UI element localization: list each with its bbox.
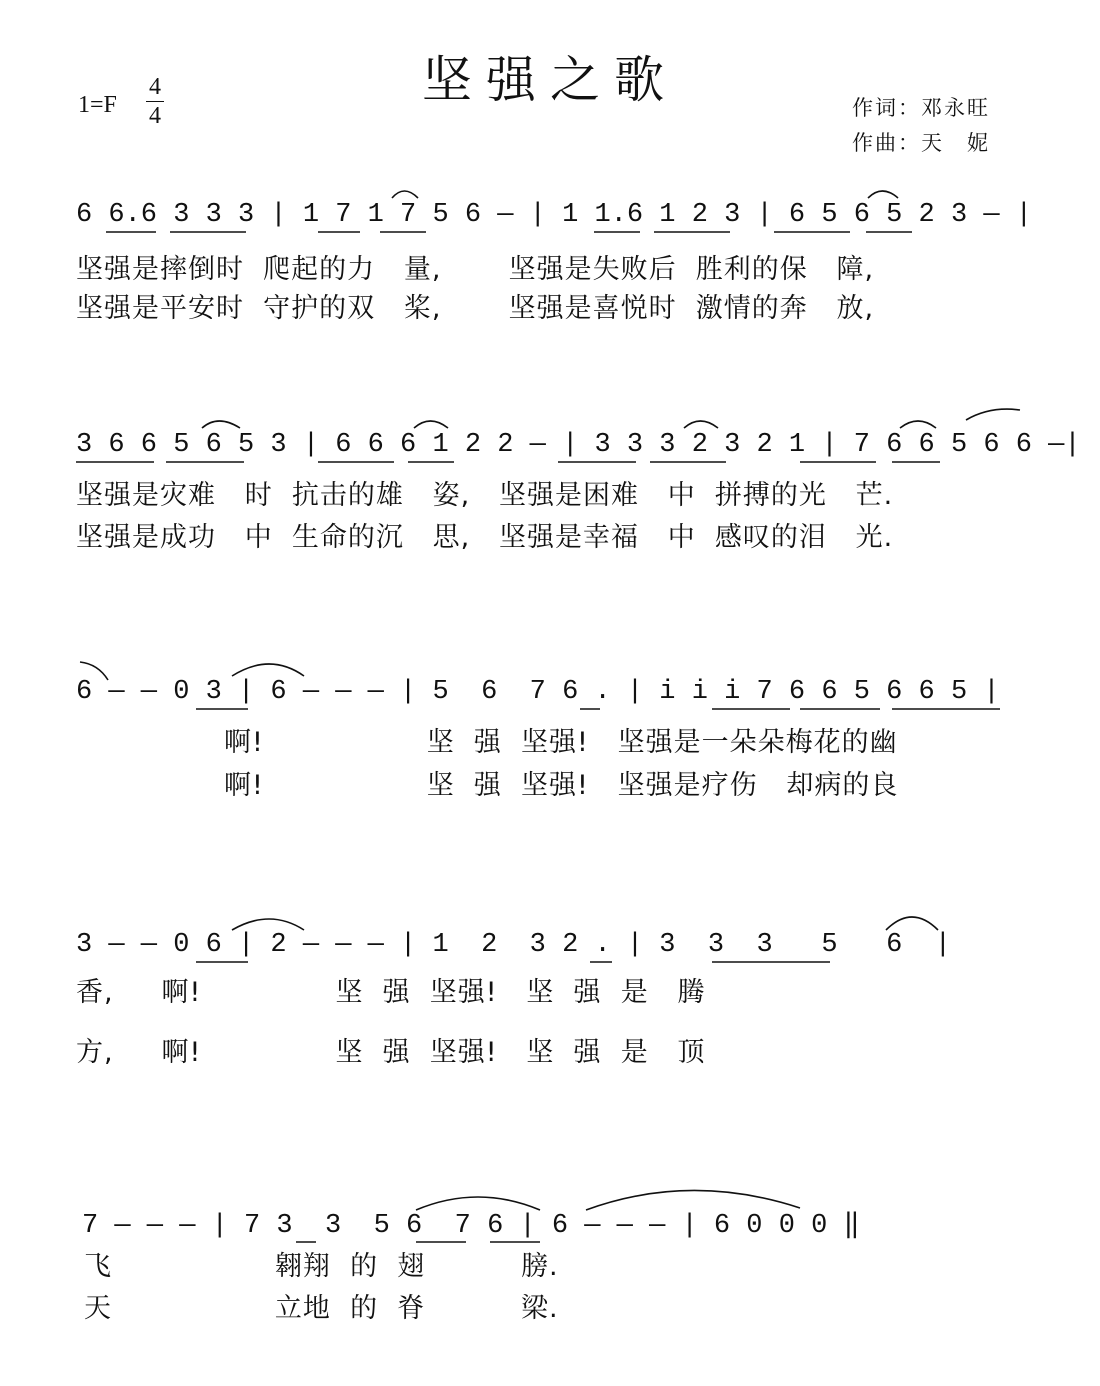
lyrics-row-4-verse-2: 方, 啊! 坚 强 坚强! 坚 强 是 顶 xyxy=(76,1037,706,1068)
key-signature: 1=F xyxy=(78,92,117,118)
slur-mark xyxy=(232,664,304,676)
lyrics-row-2-verse-2: 坚强是成功 中 生命的沉 思, 坚强是幸福 中 感叹的泪 光. xyxy=(76,522,894,553)
time-signature-bottom: 4 xyxy=(149,103,161,129)
song-title: 坚强之歌 xyxy=(422,51,678,109)
lyrics-row-1-verse-1: 坚强是摔倒时 爬起的力 量, 坚强是失败后 胜利的保 障, xyxy=(76,254,875,285)
slur-mark xyxy=(684,421,718,428)
slur-mark xyxy=(416,1197,540,1210)
lyrics-row-3-verse-1: 啊! 坚 强 坚强! 坚强是一朵朵梅花的幽 xyxy=(224,727,898,758)
slur-mark xyxy=(586,1190,800,1210)
lyrics-row-1-verse-2: 坚强是平安时 守护的双 桨, 坚强是喜悦时 激情的奔 放, xyxy=(76,293,875,324)
slur-mark xyxy=(966,409,1020,420)
composer-credit: 作曲：天 妮 xyxy=(852,131,990,155)
notation-row-3: 6 — — 0 3 | 6 — — — | 5 6 7 6 . | i i i 7 6 6 5 6 6 5 | xyxy=(76,677,1000,707)
lyrics-row-3-verse-2: 啊! 坚 强 坚强! 坚强是疗伤 却病的良 xyxy=(224,770,899,801)
notation-row-5: 7 — — — | 7 3 3 5 6 7 6 | 6 — — — | 6 0 0 0 ‖ xyxy=(82,1211,860,1241)
slur-mark xyxy=(80,662,108,680)
slur-mark xyxy=(202,421,240,428)
lyrics-row-2-verse-1: 坚强是灾难 时 抗击的雄 姿, 坚强是困难 中 拼搏的光 芒. xyxy=(76,480,894,511)
notation-row-1: 6 6.6 3 3 3 | 1 7 1 7 5 6 — | 1 1.6 1 2 3 | 6 5 6 5 2 3 — | xyxy=(76,200,1032,230)
slur-mark xyxy=(886,917,938,930)
lyricist-credit: 作词：邓永旺 xyxy=(852,96,990,120)
lyrics-row-5-verse-2: 天 立地 的 脊 梁. xyxy=(84,1293,559,1324)
slur-mark xyxy=(232,919,304,930)
notation-row-4: 3 — — 0 6 | 2 — — — | 1 2 3 2 . | 3 3 3 5 6 | xyxy=(76,930,951,960)
time-signature-top: 4 xyxy=(149,74,161,100)
slur-mark xyxy=(900,421,936,428)
lyrics-row-4-verse-1: 香, 啊! 坚 强 坚强! 坚 强 是 腾 xyxy=(76,977,706,1008)
slur-mark xyxy=(414,421,448,428)
slur-mark xyxy=(392,191,418,198)
slur-mark xyxy=(868,191,898,198)
notation-row-2: 3 6 6 5 6 5 3 | 6 6 6 1 2 2 — | 3 3 3 2 3 2 1 | 7 6 6 5 6 6 —| xyxy=(76,430,1081,460)
lyrics-row-5-verse-1: 飞 翱翔 的 翅 膀. xyxy=(84,1251,559,1282)
